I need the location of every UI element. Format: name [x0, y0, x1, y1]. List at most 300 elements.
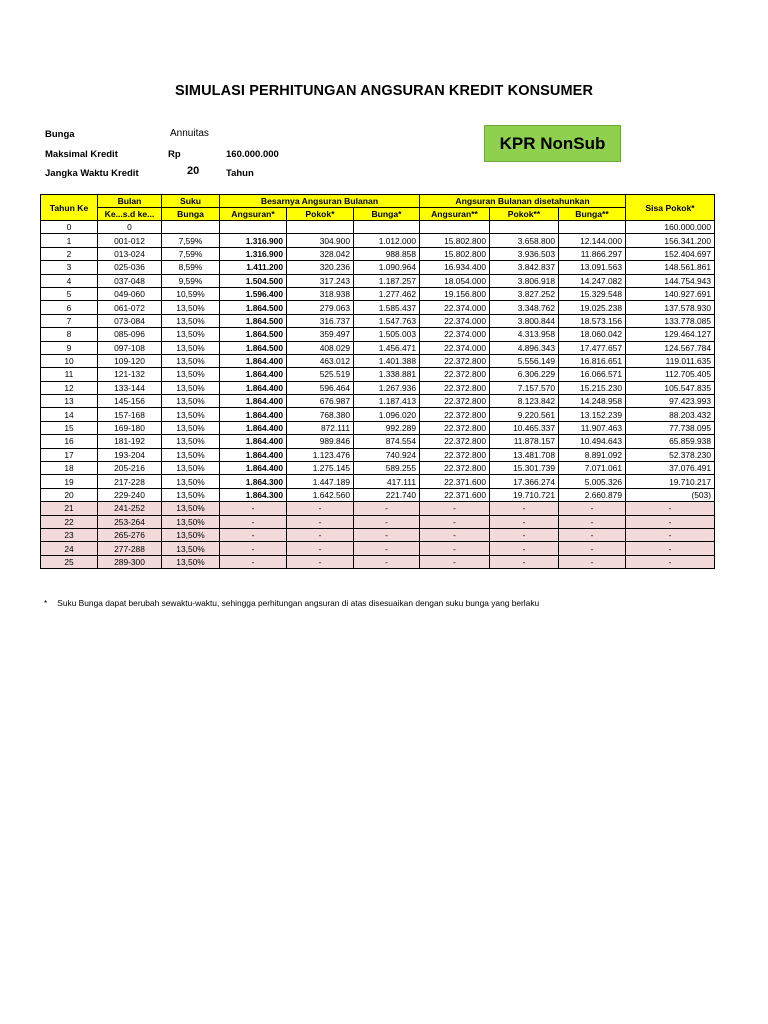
term-value: 20: [187, 165, 200, 177]
cell-bunga-th: 18.573.156: [559, 314, 626, 327]
cell-suku: 13,50%: [162, 395, 220, 408]
cell-bulan: 049-060: [98, 287, 162, 300]
cell-angsuran-th: 22.372.800: [420, 395, 490, 408]
cell-bunga-th: 8.891.092: [559, 448, 626, 461]
cell-sisa: 112.705.405: [626, 368, 715, 381]
cell-tahun: 20: [41, 488, 98, 501]
cell-suku: 13,50%: [162, 435, 220, 448]
cell-pokok-th: 11.878.157: [490, 435, 559, 448]
table-row: [41, 448, 715, 461]
table-row: [41, 555, 715, 568]
cell-pokok-th: 7.157.570: [490, 381, 559, 394]
cell-bulan: 253-264: [98, 515, 162, 528]
table-row: [41, 475, 715, 488]
cell-bulan: 277-288: [98, 542, 162, 555]
table-row: [41, 247, 715, 260]
cell-bunga-th: 11.866.297: [559, 247, 626, 260]
cell-bunga-th: 15.215.230: [559, 381, 626, 394]
cell-bunga: 1.277.462: [354, 287, 420, 300]
cell-bunga-th: 7.071.061: [559, 462, 626, 475]
cell-angsuran: 1.316.900: [220, 247, 287, 260]
cell-tahun: 22: [41, 515, 98, 528]
cell-pokok-th: 3.842.837: [490, 261, 559, 274]
cell-bulan: 265-276: [98, 528, 162, 541]
cell-bunga: 740.924: [354, 448, 420, 461]
cell-sisa: -: [626, 515, 715, 528]
cell-bulan: 0: [98, 221, 162, 234]
cell-pokok: -: [287, 528, 354, 541]
cell-bulan: 205-216: [98, 462, 162, 475]
table-row: [41, 341, 715, 354]
table-row: [41, 354, 715, 367]
cell-bunga-th: 19.025.238: [559, 301, 626, 314]
cell-tahun: 24: [41, 542, 98, 555]
cell-tahun: 21: [41, 502, 98, 515]
cell-bunga: -: [354, 502, 420, 515]
table-row: [41, 462, 715, 475]
table-row: [41, 381, 715, 394]
cell-suku: 13,50%: [162, 314, 220, 327]
cell-tahun: 16: [41, 435, 98, 448]
cell-angsuran-th: 22.374.000: [420, 314, 490, 327]
cell-sisa: 129.464.127: [626, 328, 715, 341]
cell-tahun: 17: [41, 448, 98, 461]
cell-bunga-th: 11.907.463: [559, 421, 626, 434]
cell-bunga: 992.289: [354, 421, 420, 434]
cell-bunga: 221.740: [354, 488, 420, 501]
cell-pokok-th: 3.827.252: [490, 287, 559, 300]
cell-bunga: 1.187.413: [354, 395, 420, 408]
cell-angsuran: 1.864.400: [220, 462, 287, 475]
cell-angsuran: 1.864.400: [220, 421, 287, 434]
cell-suku: 7,59%: [162, 247, 220, 260]
cell-pokok: 408.029: [287, 341, 354, 354]
max-credit-currency: Rp: [168, 149, 181, 160]
footnote: [44, 598, 539, 608]
cell-tahun: 25: [41, 555, 98, 568]
cell-bunga: -: [354, 555, 420, 568]
cell-pokok: 463.012: [287, 354, 354, 367]
cell-suku: 8,59%: [162, 261, 220, 274]
cell-pokok-th: 9.220.561: [490, 408, 559, 421]
footnote-marker: *: [44, 598, 48, 608]
cell-bulan: 121-132: [98, 368, 162, 381]
cell-bulan: 037-048: [98, 274, 162, 287]
header-pokok-tahunan: Pokok**: [490, 208, 559, 221]
cell-sisa: 19.710.217: [626, 475, 715, 488]
cell-pokok-th: 3.658.800: [490, 234, 559, 247]
cell-suku: 13,50%: [162, 515, 220, 528]
cell-pokok-th: -: [490, 528, 559, 541]
cell-sisa: 133.778.085: [626, 314, 715, 327]
header-tahun: Tahun Ke: [41, 195, 98, 221]
table-row: [41, 488, 715, 501]
term-label: Jangka Waktu Kredit: [45, 168, 139, 179]
cell-bulan: 241-252: [98, 502, 162, 515]
cell-suku: 13,50%: [162, 528, 220, 541]
table-row: [41, 368, 715, 381]
cell-angsuran-th: 22.374.000: [420, 301, 490, 314]
cell-tahun: 1: [41, 234, 98, 247]
cell-angsuran-th: 15.802.800: [420, 247, 490, 260]
cell-sisa: -: [626, 542, 715, 555]
table-row: [41, 287, 715, 300]
cell-bulan: 145-156: [98, 395, 162, 408]
cell-angsuran-th: -: [420, 555, 490, 568]
bunga-value: Annuitas: [170, 128, 209, 139]
table-row: [41, 234, 715, 247]
cell-bunga: -: [354, 528, 420, 541]
cell-bulan: 193-204: [98, 448, 162, 461]
cell-tahun: 19: [41, 475, 98, 488]
cell-bunga: 1.267.936: [354, 381, 420, 394]
cell-bunga-th: [559, 221, 626, 234]
cell-angsuran-th: 22.372.800: [420, 408, 490, 421]
cell-sisa: 97.423.993: [626, 395, 715, 408]
cell-bunga-th: 12.144.000: [559, 234, 626, 247]
table-row: [41, 542, 715, 555]
cell-tahun: 13: [41, 395, 98, 408]
cell-bunga-th: -: [559, 515, 626, 528]
table-row: [41, 502, 715, 515]
header-bunga-tahunan: Bunga**: [559, 208, 626, 221]
cell-angsuran-th: 22.372.800: [420, 435, 490, 448]
cell-bunga-th: 10.494.643: [559, 435, 626, 448]
cell-angsuran: -: [220, 542, 287, 555]
cell-tahun: 11: [41, 368, 98, 381]
table-row: [41, 274, 715, 287]
cell-pokok: [287, 221, 354, 234]
table-body: [41, 221, 715, 569]
table-row: [41, 314, 715, 327]
cell-pokok-th: -: [490, 502, 559, 515]
max-credit-value: 160.000.000: [226, 149, 279, 160]
table-row: [41, 328, 715, 341]
cell-pokok: 304.900: [287, 234, 354, 247]
cell-pokok: 768.380: [287, 408, 354, 421]
cell-pokok: 359.497: [287, 328, 354, 341]
cell-tahun: 18: [41, 462, 98, 475]
cell-bunga-th: 13.152.239: [559, 408, 626, 421]
cell-pokok: -: [287, 555, 354, 568]
cell-angsuran: 1.864.300: [220, 475, 287, 488]
cell-angsuran-th: 22.372.800: [420, 448, 490, 461]
cell-bulan: 181-192: [98, 435, 162, 448]
cell-pokok: 989.846: [287, 435, 354, 448]
page-title: SIMULASI PERHITUNGAN ANGSURAN KREDIT KONSUMER: [174, 83, 594, 99]
cell-sisa: 105.547.835: [626, 381, 715, 394]
cell-bunga-th: 16.816.651: [559, 354, 626, 367]
cell-suku: 13,50%: [162, 475, 220, 488]
cell-pokok-th: -: [490, 555, 559, 568]
cell-pokok: 676.987: [287, 395, 354, 408]
cell-sisa: 148.561.861: [626, 261, 715, 274]
cell-bulan: 289-300: [98, 555, 162, 568]
cell-bunga: 1.012.000: [354, 234, 420, 247]
cell-bunga: 1.338.881: [354, 368, 420, 381]
cell-angsuran: 1.864.500: [220, 301, 287, 314]
cell-suku: [162, 221, 220, 234]
cell-suku: 10,59%: [162, 287, 220, 300]
cell-angsuran-th: -: [420, 515, 490, 528]
cell-pokok-th: 17.366.274: [490, 475, 559, 488]
header-suku-top: Suku: [162, 195, 220, 208]
cell-pokok: 1.275.145: [287, 462, 354, 475]
cell-angsuran: 1.864.500: [220, 314, 287, 327]
cell-pokok: 525.519: [287, 368, 354, 381]
cell-pokok: 279.063: [287, 301, 354, 314]
cell-bunga: -: [354, 542, 420, 555]
cell-bulan: 001-012: [98, 234, 162, 247]
cell-suku: 13,50%: [162, 368, 220, 381]
cell-bulan: 157-168: [98, 408, 162, 421]
header-sisa: Sisa Pokok*: [626, 195, 715, 221]
cell-angsuran: 1.504.500: [220, 274, 287, 287]
cell-pokok: 1.642.560: [287, 488, 354, 501]
cell-angsuran: 1.864.400: [220, 354, 287, 367]
cell-bunga: 1.505.003: [354, 328, 420, 341]
cell-angsuran: 1.864.400: [220, 395, 287, 408]
cell-bunga-th: -: [559, 502, 626, 515]
cell-tahun: 7: [41, 314, 98, 327]
cell-suku: 13,50%: [162, 341, 220, 354]
cell-angsuran-th: -: [420, 502, 490, 515]
cell-angsuran: 1.864.400: [220, 408, 287, 421]
cell-pokok-th: 4.313.958: [490, 328, 559, 341]
cell-tahun: 3: [41, 261, 98, 274]
header-angsuran-tahunan: Angsuran**: [420, 208, 490, 221]
cell-angsuran-th: 19.156.800: [420, 287, 490, 300]
table-row: [41, 301, 715, 314]
cell-sisa: 152.404.697: [626, 247, 715, 260]
cell-bunga-th: 2.660.879: [559, 488, 626, 501]
cell-bunga: 417.111: [354, 475, 420, 488]
cell-sisa: -: [626, 528, 715, 541]
cell-pokok-th: 8.123.842: [490, 395, 559, 408]
header-group-bulanan: Besarnya Angsuran Bulanan: [220, 195, 420, 208]
cell-bunga: 1.456.471: [354, 341, 420, 354]
cell-sisa: 52.378.230: [626, 448, 715, 461]
cell-angsuran-th: -: [420, 528, 490, 541]
table-row: [41, 435, 715, 448]
cell-pokok-th: 3.936.503: [490, 247, 559, 260]
cell-angsuran-th: 22.374.000: [420, 341, 490, 354]
cell-suku: 13,50%: [162, 462, 220, 475]
cell-bunga-th: 14.248.958: [559, 395, 626, 408]
cell-angsuran: -: [220, 555, 287, 568]
cell-pokok: 320.236: [287, 261, 354, 274]
cell-bunga-th: 13.091.563: [559, 261, 626, 274]
cell-pokok-th: 5.556.149: [490, 354, 559, 367]
cell-bunga-th: -: [559, 555, 626, 568]
cell-pokok-th: 3.800.844: [490, 314, 559, 327]
cell-pokok-th: [490, 221, 559, 234]
cell-bunga-th: 15.329.548: [559, 287, 626, 300]
cell-tahun: 15: [41, 421, 98, 434]
cell-pokok: 317.243: [287, 274, 354, 287]
header-bunga: Bunga*: [354, 208, 420, 221]
cell-bunga: 1.096.020: [354, 408, 420, 421]
cell-bunga: 589.255: [354, 462, 420, 475]
installment-table: [40, 194, 715, 569]
cell-angsuran-th: [420, 221, 490, 234]
cell-tahun: 9: [41, 341, 98, 354]
cell-tahun: 6: [41, 301, 98, 314]
cell-bunga: 1.090.964: [354, 261, 420, 274]
cell-tahun: 14: [41, 408, 98, 421]
cell-bulan: 109-120: [98, 354, 162, 367]
cell-suku: 7,59%: [162, 234, 220, 247]
cell-tahun: 23: [41, 528, 98, 541]
cell-suku: 13,50%: [162, 354, 220, 367]
cell-bulan: 061-072: [98, 301, 162, 314]
cell-angsuran: -: [220, 502, 287, 515]
cell-suku: 13,50%: [162, 502, 220, 515]
cell-tahun: 8: [41, 328, 98, 341]
cell-bunga-th: 16.066.571: [559, 368, 626, 381]
cell-sisa: 77.738.095: [626, 421, 715, 434]
table-row: [41, 408, 715, 421]
cell-sisa: 88.203.432: [626, 408, 715, 421]
cell-sisa: -: [626, 555, 715, 568]
cell-angsuran-th: 22.372.800: [420, 381, 490, 394]
cell-pokok-th: -: [490, 515, 559, 528]
cell-tahun: 2: [41, 247, 98, 260]
table-row: [41, 528, 715, 541]
cell-bunga: 1.187.257: [354, 274, 420, 287]
cell-sisa: 124.567.784: [626, 341, 715, 354]
cell-bunga: -: [354, 515, 420, 528]
cell-sisa: 119.011.635: [626, 354, 715, 367]
cell-sisa: 137.578.930: [626, 301, 715, 314]
header-bulan-bottom: Ke...s.d ke...: [98, 208, 162, 221]
cell-angsuran-th: 22.372.800: [420, 354, 490, 367]
header-bulan-top: Bulan: [98, 195, 162, 208]
cell-bulan: 013-024: [98, 247, 162, 260]
cell-suku: 13,50%: [162, 381, 220, 394]
cell-pokok: 328.042: [287, 247, 354, 260]
cell-pokok-th: 3.806.918: [490, 274, 559, 287]
cell-angsuran: 1.411.200: [220, 261, 287, 274]
cell-angsuran: 1.864.300: [220, 488, 287, 501]
cell-pokok-th: 4.896.343: [490, 341, 559, 354]
cell-angsuran-th: 22.372.800: [420, 421, 490, 434]
cell-angsuran: -: [220, 528, 287, 541]
cell-pokok: 596.464: [287, 381, 354, 394]
cell-angsuran: [220, 221, 287, 234]
cell-angsuran-th: 16.934.400: [420, 261, 490, 274]
term-unit: Tahun: [226, 168, 254, 179]
cell-tahun: 12: [41, 381, 98, 394]
cell-suku: 13,50%: [162, 301, 220, 314]
cell-pokok: -: [287, 515, 354, 528]
header-pokok: Pokok*: [287, 208, 354, 221]
kpr-nonsub-badge: KPR NonSub: [484, 125, 621, 162]
cell-bunga-th: 18.060.042: [559, 328, 626, 341]
table-header: [41, 195, 715, 221]
cell-pokok-th: 10.465.337: [490, 421, 559, 434]
cell-angsuran-th: 18.054.000: [420, 274, 490, 287]
cell-bunga-th: 5.005.326: [559, 475, 626, 488]
cell-tahun: 0: [41, 221, 98, 234]
cell-pokok-th: 6.306.229: [490, 368, 559, 381]
cell-tahun: 5: [41, 287, 98, 300]
cell-suku: 13,50%: [162, 408, 220, 421]
cell-bunga-th: 14.247.082: [559, 274, 626, 287]
cell-pokok: 316.737: [287, 314, 354, 327]
cell-bunga: 988.858: [354, 247, 420, 260]
cell-pokok-th: 3.348.762: [490, 301, 559, 314]
cell-suku: 9,59%: [162, 274, 220, 287]
footnote-text: Suku Bunga dapat berubah sewaktu-waktu, sehingga perhitungan angsuran di atas disesuaikan dengan suku bunga yang berlaku: [57, 598, 540, 608]
cell-angsuran: 1.864.400: [220, 435, 287, 448]
cell-sisa: 37.076.491: [626, 462, 715, 475]
cell-suku: 13,50%: [162, 421, 220, 434]
cell-pokok-th: -: [490, 542, 559, 555]
max-credit-label: Maksimal Kredit: [45, 149, 118, 160]
table-row: [41, 421, 715, 434]
cell-bunga-th: 17.477.657: [559, 341, 626, 354]
cell-pokok: 872.111: [287, 421, 354, 434]
cell-suku: 13,50%: [162, 448, 220, 461]
cell-bunga: [354, 221, 420, 234]
cell-angsuran: 1.864.400: [220, 381, 287, 394]
cell-pokok-th: 13.481.708: [490, 448, 559, 461]
cell-pokok: 1.123.476: [287, 448, 354, 461]
cell-suku: 13,50%: [162, 542, 220, 555]
cell-angsuran-th: 22.372.800: [420, 462, 490, 475]
cell-pokok: -: [287, 502, 354, 515]
cell-suku: 13,50%: [162, 488, 220, 501]
cell-pokok-th: 15.301.739: [490, 462, 559, 475]
cell-bulan: 097-108: [98, 341, 162, 354]
cell-bulan: 133-144: [98, 381, 162, 394]
cell-angsuran: 1.864.400: [220, 448, 287, 461]
cell-pokok: 1.447.189: [287, 475, 354, 488]
cell-tahun: 4: [41, 274, 98, 287]
cell-sisa: (503): [626, 488, 715, 501]
header-suku-bottom: Bunga: [162, 208, 220, 221]
cell-sisa: 160.000.000: [626, 221, 715, 234]
cell-angsuran-th: -: [420, 542, 490, 555]
cell-angsuran: 1.596.400: [220, 287, 287, 300]
cell-bunga-th: -: [559, 528, 626, 541]
cell-bunga: 1.547.763: [354, 314, 420, 327]
cell-sisa: 144.754.943: [626, 274, 715, 287]
cell-sisa: 156.341.200: [626, 234, 715, 247]
cell-bulan: 169-180: [98, 421, 162, 434]
table-row: [41, 221, 715, 234]
cell-angsuran: 1.864.500: [220, 328, 287, 341]
table-row: [41, 261, 715, 274]
cell-bunga: 1.585.437: [354, 301, 420, 314]
cell-angsuran: -: [220, 515, 287, 528]
cell-bunga-th: -: [559, 542, 626, 555]
cell-angsuran-th: 15.802.800: [420, 234, 490, 247]
cell-tahun: 10: [41, 354, 98, 367]
cell-angsuran: 1.864.400: [220, 368, 287, 381]
cell-bulan: 229-240: [98, 488, 162, 501]
header-angsuran: Angsuran*: [220, 208, 287, 221]
cell-angsuran-th: 22.372.800: [420, 368, 490, 381]
header-group-tahunan: Angsuran Bulanan disetahunkan: [420, 195, 626, 208]
cell-angsuran: 1.864.500: [220, 341, 287, 354]
cell-sisa: 140.927.691: [626, 287, 715, 300]
cell-suku: 13,50%: [162, 328, 220, 341]
cell-angsuran-th: 22.371.600: [420, 475, 490, 488]
cell-bulan: 073-084: [98, 314, 162, 327]
cell-sisa: -: [626, 502, 715, 515]
